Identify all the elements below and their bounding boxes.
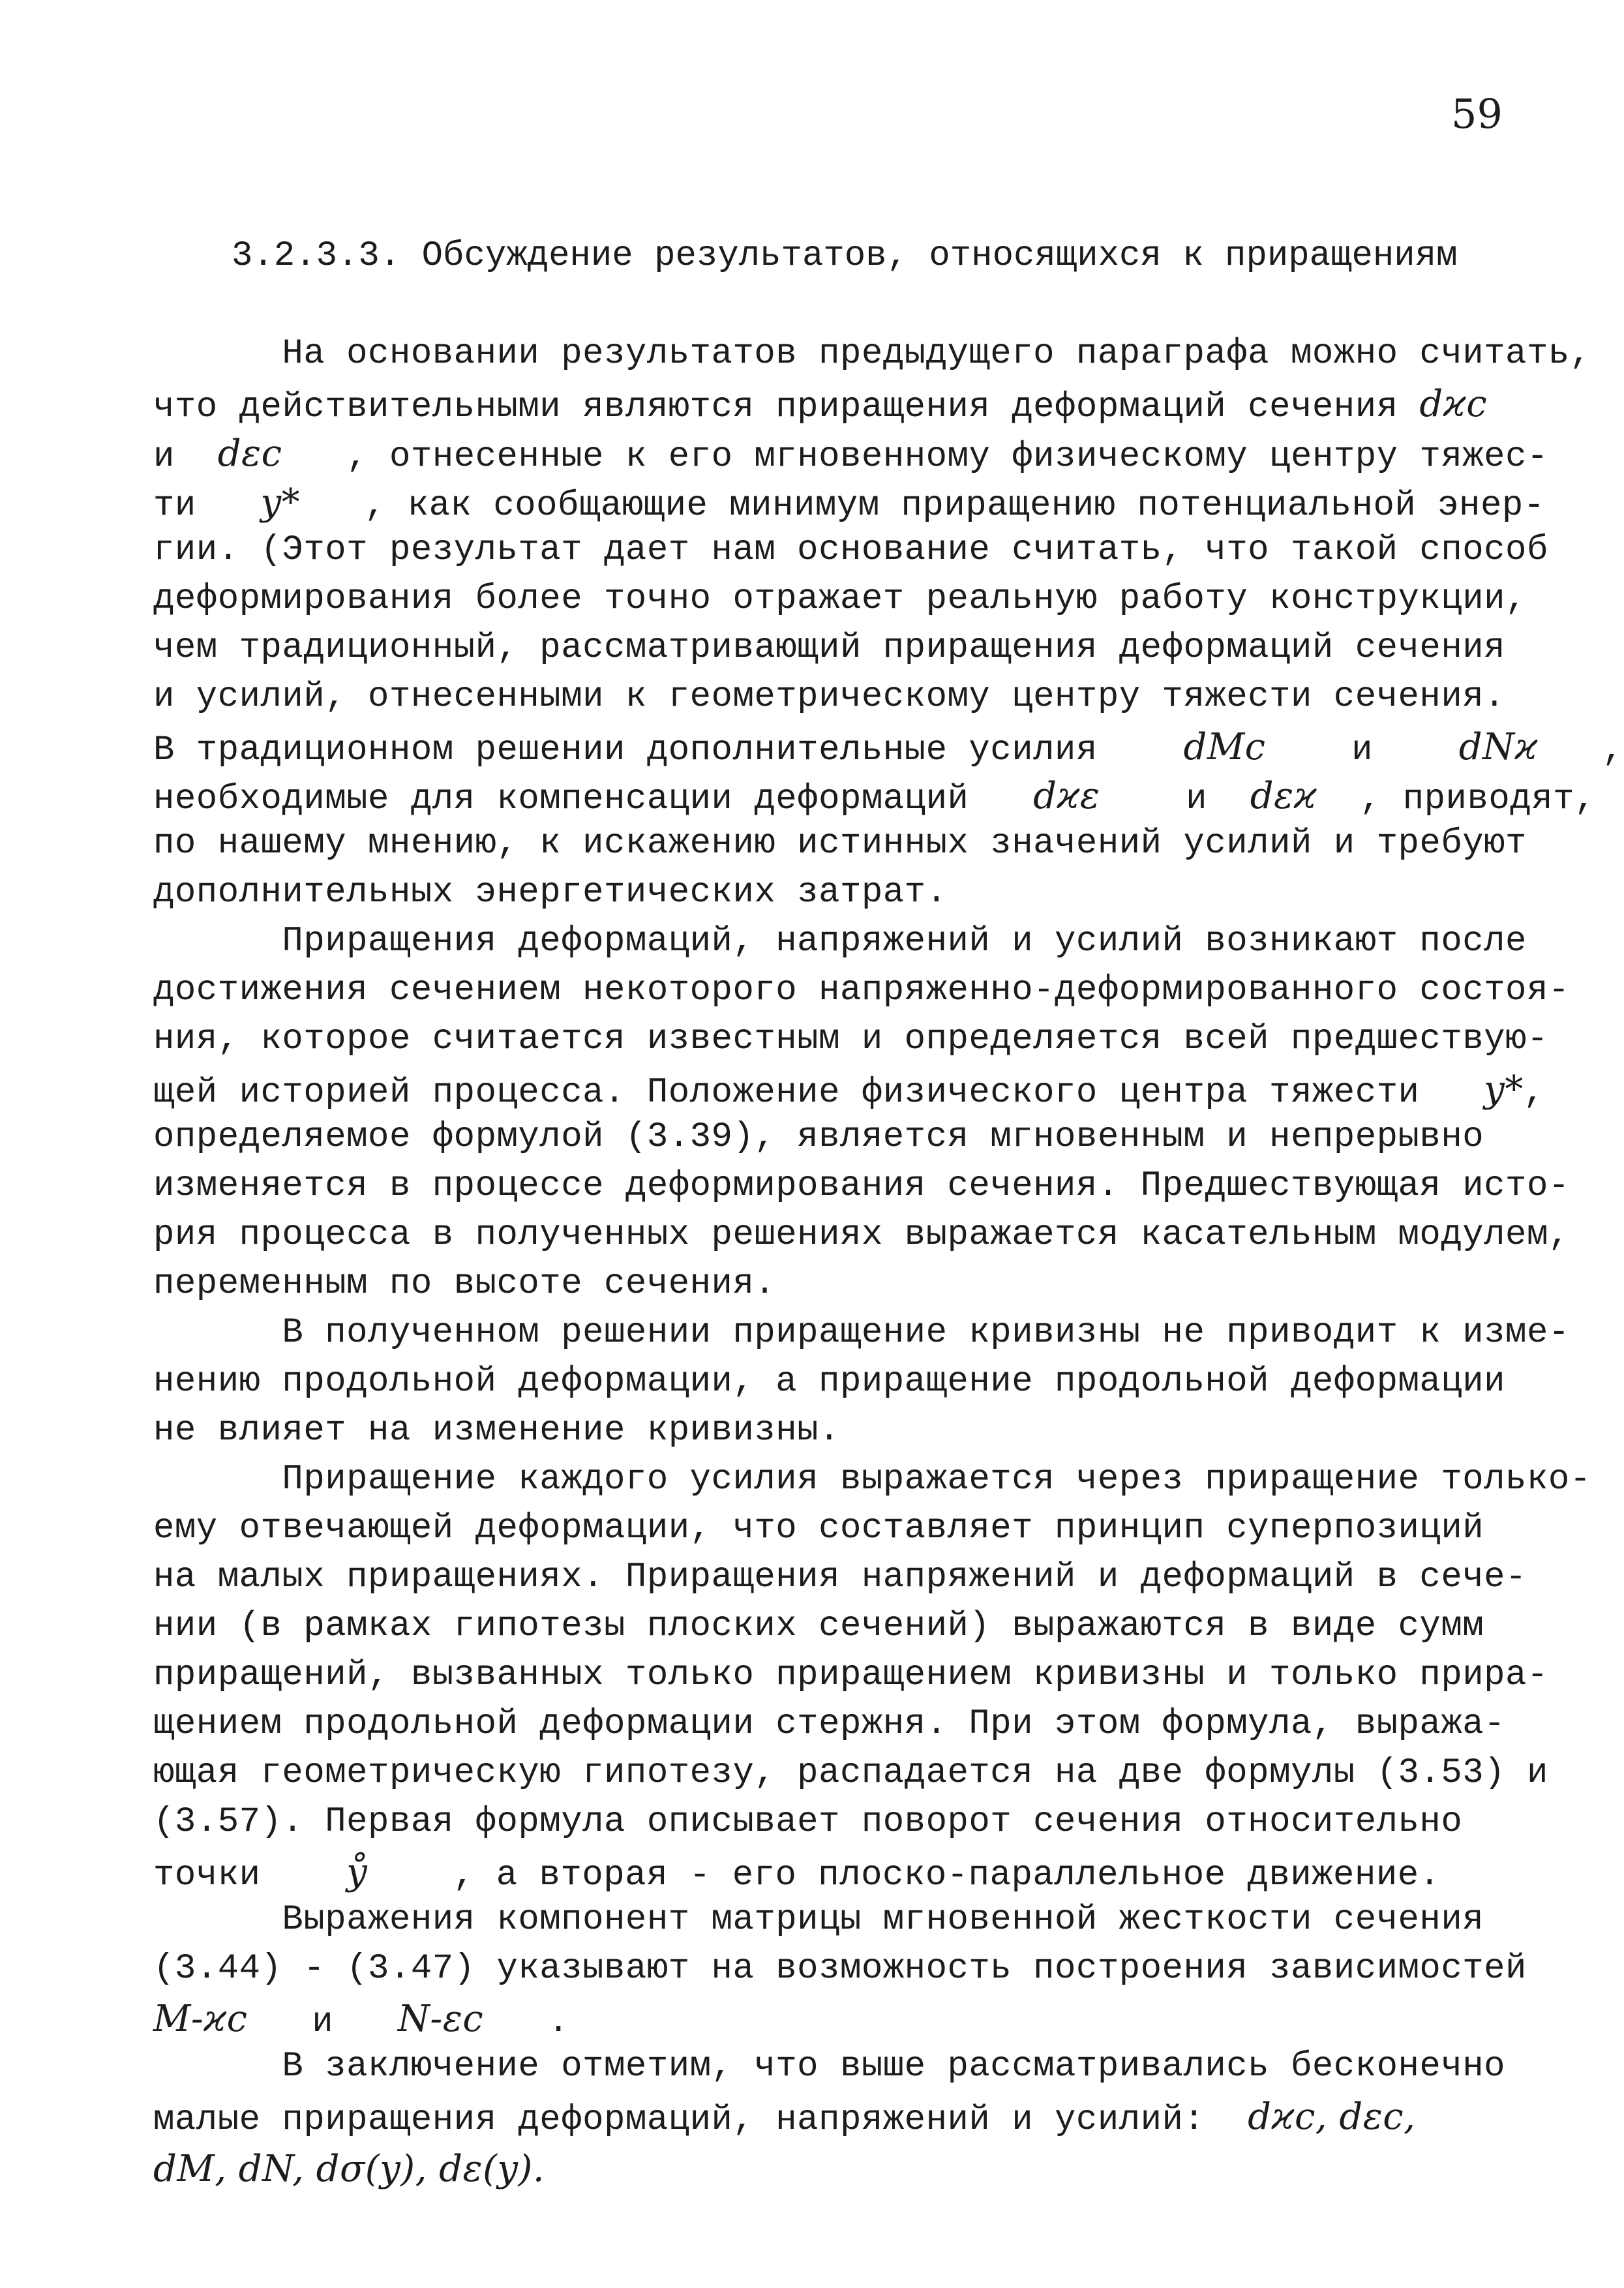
text-line: дополнительных энергетических затрат. — [153, 873, 948, 912]
text-line: ния, которое считается известным и определяется всей предшествую- — [153, 1019, 1548, 1059]
text-line: точки ẙ , а вторая - его плоско-параллельное движение. — [153, 1851, 1441, 1895]
handwritten-formula: dNϰ — [1458, 726, 1538, 768]
handwritten-formula: dMc — [1183, 726, 1266, 768]
handwritten-formula: ẙ — [346, 1851, 368, 1893]
text-line: рия процесса в полученных решениях выражается касательным модулем, — [153, 1215, 1570, 1255]
text-line: на малых приращениях. Приращения напряжений и деформаций в сече- — [153, 1558, 1527, 1597]
text-line: В традиционном решении дополнительные усилия dMc и dNϰ , — [153, 726, 1624, 770]
text-line: ему отвечающей деформации, что составляет принцип суперпозиций — [153, 1509, 1484, 1548]
text-line: ющая геометрическую гипотезу, распадается на две формулы (3.53) и — [153, 1753, 1548, 1793]
handwritten-formula: dϰc, dεc, — [1248, 2096, 1416, 2138]
handwritten-formula: dϰε — [1033, 775, 1100, 817]
text-line: изменяется в процессе деформирования сечения. Предшествующая исто- — [153, 1166, 1570, 1206]
handwritten-formula: y* — [260, 481, 301, 524]
text-line: необходимые для компенсации деформаций dϰε и dεϰ , приводят, — [153, 775, 1596, 819]
section-heading: 3.2.3.3. Обсуждение результатов, относящихся к приращениям — [232, 236, 1458, 276]
text-line: переменным по высоте сечения. — [153, 1264, 776, 1304]
handwritten-formula: dεϰ — [1250, 775, 1317, 817]
text-line: нению продольной деформации, а приращение продольной деформации — [153, 1362, 1506, 1402]
text-line: чем традиционный, рассматривающий приращения деформаций сечения — [153, 628, 1506, 668]
handwritten-formula: y* — [1484, 1068, 1524, 1111]
handwritten-formula: dεc — [217, 432, 282, 475]
text-line — [153, 2148, 545, 2192]
text-line: (3.57). Первая формула описывает поворот сечения относительно — [153, 1802, 1463, 1842]
handwritten-formula: N-εc — [397, 1998, 484, 2040]
text-line: щением продольной деформации стержня. При этом формула, выража- — [153, 1704, 1506, 1744]
text-line: и dεc , отнесенные к его мгновенному физическому центру тяжес- — [153, 432, 1548, 477]
text-line: щей историей процесса. Положение физического центра тяжести y*, — [153, 1068, 1545, 1113]
handwritten-formula: dM, dN, dσ(y), dε(y). — [153, 2148, 545, 2190]
text-line: Приращения деформаций, напряжений и усилий возникают после — [153, 922, 1527, 961]
text-line: деформирования более точно отражает реальную работу конструкции, — [153, 579, 1527, 619]
handwritten-formula: dϰc — [1419, 383, 1488, 425]
text-line: и усилий, отнесенными к геометрическому центру тяжести сечения. — [153, 677, 1506, 717]
text-line: гии. (Этот результат дает нам основание считать, что такой способ — [153, 530, 1548, 570]
text-line: M-ϰc и N-εc . — [153, 1998, 569, 2042]
text-line: приращений, вызванных только приращением кривизны и только прира- — [153, 1655, 1548, 1695]
text-line: Приращение каждого усилия выражается через приращение только- — [153, 1460, 1591, 1499]
text-line: нии (в рамках гипотезы плоских сечений) выражаются в виде сумм — [153, 1606, 1484, 1646]
text-line: ти y* , как сообщающие минимум приращению потенциальной энер- — [153, 481, 1545, 526]
text-line: по нашему мнению, к искажению истинных значений усилий и требуют — [153, 824, 1527, 864]
text-line: В заключение отметим, что выше рассматривались бесконечно — [153, 2047, 1506, 2086]
text-line: (3.44) - (3.47) указывают на возможность построения зависимостей — [153, 1949, 1527, 1989]
page-number: 59 — [1451, 90, 1503, 138]
handwritten-formula: M-ϰc — [153, 1998, 248, 2040]
text-line: На основании результатов предыдущего параграфа можно считать, — [153, 334, 1591, 374]
text-line: что действительными являются приращения деформаций сечения dϰc — [153, 383, 1488, 427]
text-line: определяемое формулой (3.39), является мгновенным и непрерывно — [153, 1117, 1484, 1157]
text-line: В полученном решении приращение кривизны не приводит к изме- — [153, 1313, 1570, 1353]
text-line: Выражения компонент матрицы мгновенной жесткости сечения — [153, 1900, 1484, 1940]
text-line: достижения сечением некоторого напряженно-деформированного состоя- — [153, 971, 1570, 1010]
text-line: малые приращения деформаций, напряжений и усилий: dϰc, dεc, — [153, 2096, 1416, 2140]
text-line: не влияет на изменение кривизны. — [153, 1411, 840, 1451]
